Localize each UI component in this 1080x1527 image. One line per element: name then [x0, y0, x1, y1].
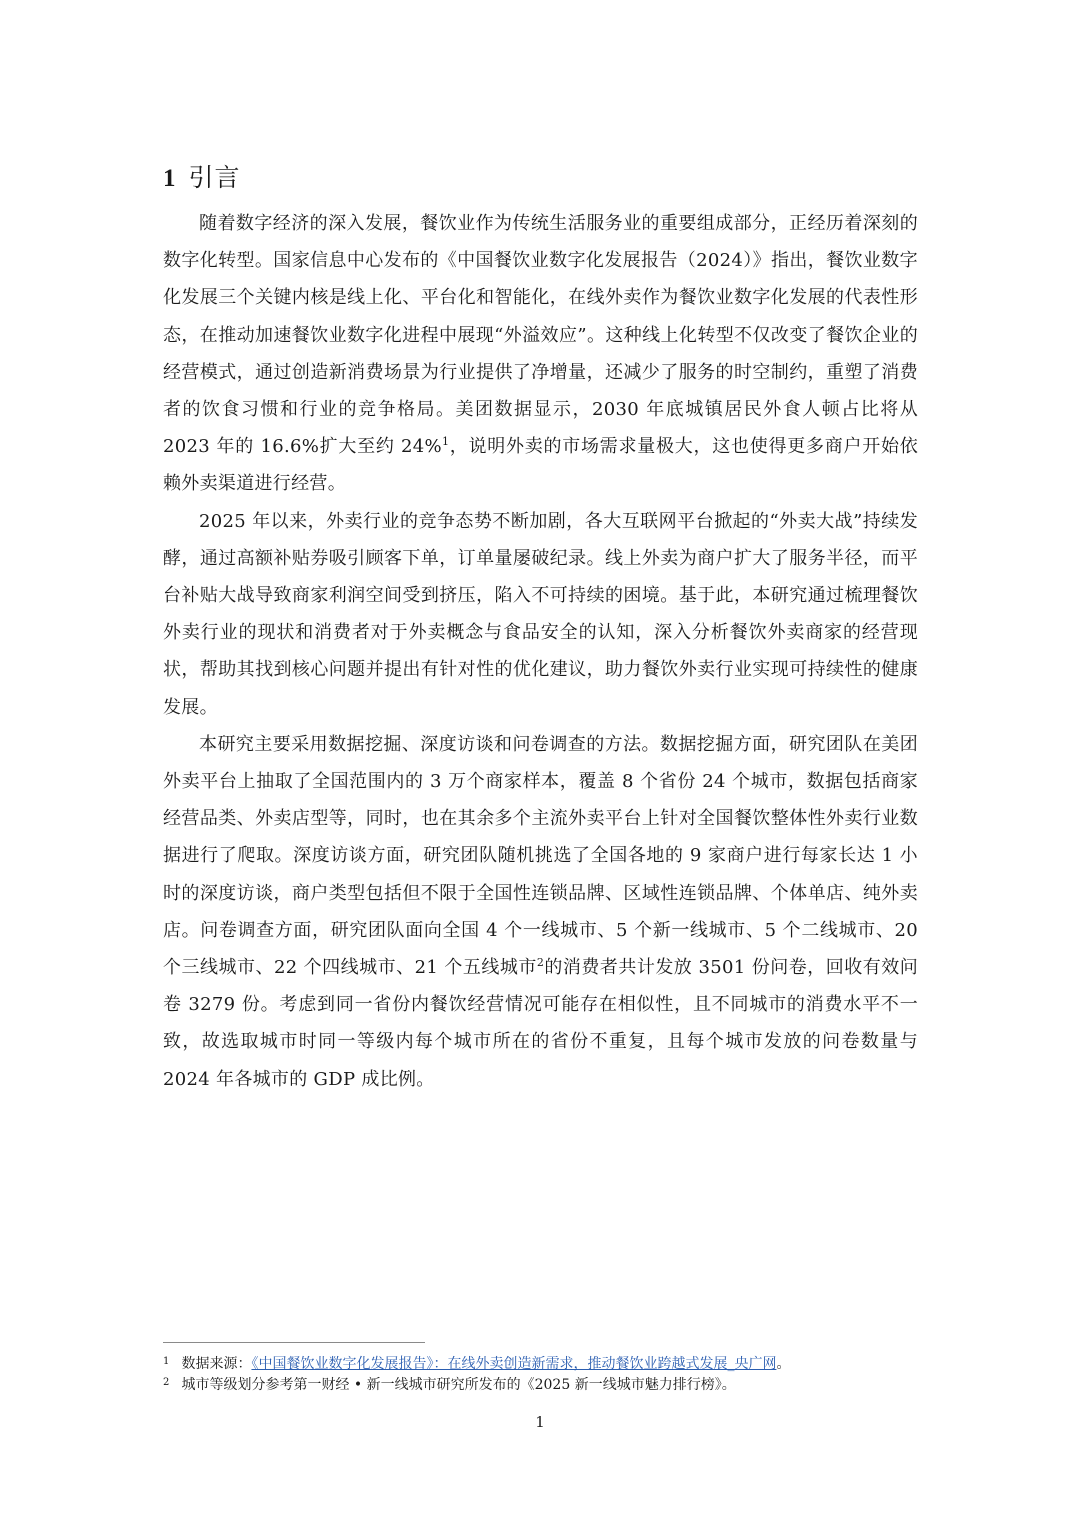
- footnote-source-link[interactable]: 《中国餐饮业数字化发展报告》：在线外卖创造新需求，推动餐饮业跨越式发展_央广网: [251, 1356, 777, 1372]
- footnote-suffix: 。: [776, 1356, 791, 1372]
- section-number: 1: [163, 165, 177, 192]
- paragraph-2: [163, 503, 918, 726]
- paragraph-3: [163, 726, 918, 1098]
- section-title: 引言: [188, 163, 241, 192]
- footnote-text: 城市等级划分参考第一财经 • 新一线城市研究所发布的《2025 新一线城市魅力排行榜》。: [181, 1377, 736, 1393]
- paragraph-1: [163, 205, 918, 503]
- footnote-2: 2 城市等级划分参考第一财经 • 新一线城市研究所发布的《2025 新一线城市魅力排行榜》。: [163, 1377, 736, 1393]
- body-text: [163, 205, 918, 1098]
- footnote-prefix: 数据来源：: [181, 1356, 252, 1372]
- paragraph-text: 本研究主要采用数据挖掘、深度访谈和问卷调查的方法。数据挖掘方面，研究团队在美团外卖平台上抽取了全国范围内的 3 万个商家样本，覆盖 8 个省份 24 个城市，数据包括商家经营品类、外卖店型等，同时，也在其余多个主流外卖平台上针对全国餐饮整体性外卖行业数据进行了爬取。深度访谈方面，研究团队随机挑选了全国各地的 9 家商户进行每家长达 1 小时的深度访谈，商户类型包括但不限于全国性连锁品牌、区域性连锁品牌、个体单店、纯外卖店。问卷调查方面，研究团队面向全国 4 个一线城市、5 个新一线城市、5 个二线城市、20 个三线城市、22 个四线城市、21 个五线城市: [163, 733, 918, 979]
- footnotes: [163, 1354, 923, 1396]
- footnote-ref-2[interactable]: 2: [536, 956, 545, 970]
- paragraph-text: 2025 年以来，外卖行业的竞争态势不断加剧，各大互联网平台掀起的“外卖大战”持续发酵，通过高额补贴券吸引顾客下单，订单量屡破纪录。线上外卖为商户扩大了服务半径，而平台补贴大战导致商家利润空间受到挤压，陷入不可持续的困境。基于此，本研究通过梳理餐饮外卖行业的现状和消费者对于外卖概念与食品安全的认知，深入分析餐饮外卖商家的经营现状，帮助其找到核心问题并提出有针对性的优化建议，助力餐饮外卖行业实现可持续性的健康发展。: [163, 510, 918, 718]
- footnote-ref-1[interactable]: 1: [441, 435, 450, 449]
- paragraph-text: 的消费者共计发放 3501 份问卷，回收有效问卷 3279 份。考虑到同一省份内餐饮经营情况可能存在相似性，且不同城市的消费水平不一致，故选取城市时同一等级内每个城市所在的省份不重复，且每个城市发放的问卷数量与 2024 年各城市的 GDP 成比例。: [163, 957, 918, 1090]
- section-heading: [163, 160, 241, 197]
- footnote-divider: [163, 1342, 425, 1343]
- paragraph-text: ，说明外卖的市场需求量极大，这也使得更多商户开始依赖外卖渠道进行经营。: [163, 436, 919, 495]
- page-number: 1: [535, 1413, 545, 1431]
- footnote-1: 1 数据来源：《中国餐饮业数字化发展报告》：在线外卖创造新需求，推动餐饮业跨越式发展_央广网。: [163, 1356, 791, 1372]
- paragraph-text: 随着数字经济的深入发展，餐饮业作为传统生活服务业的重要组成部分，正经历着深刻的数字化转型。国家信息中心发布的《中国餐饮业数字化发展报告（2024）》指出，餐饮业数字化发展三个关键内核是线上化、平台化和智能化，在线外卖作为餐饮业数字化发展的代表性形态，在推动加速餐饮业数字化进程中展现“外溢效应”。这种线上化转型不仅改变了餐饮企业的经营模式，通过创造新消费场景为行业提供了净增量，还减少了服务的时空制约，重塑了消费者的饮食习惯和行业的竞争格局。美团数据显示，2030 年底城镇居民外食人顿占比将从 2023 年的 16.6%扩大至约 24%: [163, 213, 918, 458]
